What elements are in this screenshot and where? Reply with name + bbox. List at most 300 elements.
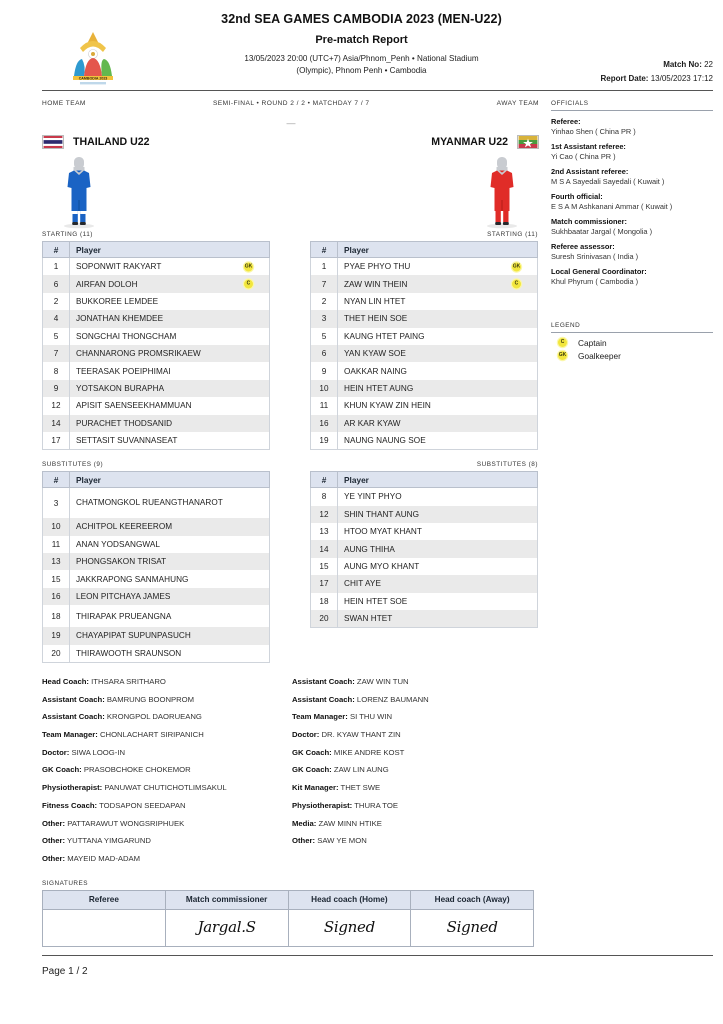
player-number: 18: [43, 605, 70, 627]
thailand-flag-icon: [42, 135, 64, 149]
staff-name: ZAW WIN TUN: [354, 677, 409, 687]
player-name-cell: [338, 610, 538, 628]
col-number: #: [43, 242, 70, 258]
player-number: 20: [311, 610, 338, 628]
home-starting-table: [42, 241, 270, 450]
legend-row: [551, 338, 713, 348]
staff-name: KRONGPOL DAORUEANG: [104, 712, 202, 722]
player-name-cell: [338, 488, 538, 506]
col-player: Player: [70, 472, 270, 488]
table-row: [43, 397, 270, 414]
goalkeeper-badge: GK: [244, 263, 253, 270]
player-number: 8: [43, 362, 70, 379]
signature-cell[interactable]: [43, 909, 166, 946]
player-name: JAKKRAPONG SANMAHUNG: [76, 574, 189, 584]
staff-row: [42, 765, 288, 775]
staff-name: SIWA LOOG-IN: [69, 747, 126, 757]
home-subs-table: [42, 471, 270, 663]
home-starting-block: [42, 231, 270, 450]
staff-row: [292, 677, 538, 687]
official-role: Local General Coordinator:: [551, 267, 647, 277]
table-row: [311, 397, 538, 414]
player-name: SWAN HTET: [344, 614, 393, 624]
captain-badge: C: [512, 280, 521, 289]
staff-name: PANUWAT CHUTICHOTLIMSAKUL: [102, 783, 227, 793]
table-row: [43, 310, 270, 327]
away-subs-label: SUBSTITUTES (8): [476, 461, 538, 469]
staff-row: [292, 819, 538, 829]
player-name: BUKKOREE LEMDEE: [76, 296, 159, 306]
player-name-cell: [338, 328, 538, 345]
report-body: [0, 91, 723, 663]
staff-row: [292, 748, 538, 758]
team-staff: [0, 663, 723, 872]
starting-lineups: [42, 231, 539, 450]
player-number: 2: [311, 293, 338, 310]
official-role: Match commissioner:: [551, 217, 627, 227]
staff-role: Fitness Coach:: [42, 800, 98, 810]
away-subs-table: [310, 471, 538, 628]
officials-divider: [551, 110, 713, 111]
player-number: 14: [43, 415, 70, 432]
table-row: [43, 275, 270, 292]
official-name: Khul Phyrum ( Cambodia ): [551, 276, 639, 286]
official-role: 2nd Assistant referee:: [551, 167, 629, 177]
table-row: [311, 415, 538, 432]
player-name-cell: [338, 506, 538, 523]
official-name: M S A Sayedali Sayedali ( Kuwait ): [551, 176, 665, 186]
staff-role: Physiotherapist:: [292, 800, 353, 810]
staff-role: Head Coach:: [42, 677, 89, 687]
home-subs-block: [42, 461, 270, 663]
goalkeeper-badge: GK: [512, 263, 521, 270]
table-row: [311, 380, 538, 397]
player-name: AR KAR KYAW: [344, 418, 401, 428]
player-number: 6: [43, 275, 70, 292]
staff-row: [42, 854, 288, 864]
player-name: CHAYAPIPAT SUPUNPASUCH: [76, 631, 191, 641]
table-row: [311, 506, 538, 523]
player-name-cell: [338, 397, 538, 414]
home-starting-rows: [43, 258, 270, 450]
away-starting-rows: [311, 258, 538, 450]
staff-role: Assistant Coach:: [42, 694, 105, 704]
kit-illustrations: [42, 153, 539, 231]
player-name-cell: [338, 310, 538, 327]
player-name: AIRFAN DOLOH: [76, 279, 138, 289]
player-name-cell: [70, 627, 270, 644]
player-number: 15: [311, 558, 338, 575]
match-number-label: Match No:: [663, 60, 702, 69]
official-item: [551, 167, 713, 187]
table-row: [311, 258, 538, 276]
player-number: 3: [43, 488, 70, 519]
staff-row: [42, 695, 288, 705]
home-staff-list: [42, 677, 288, 872]
player-name: HEIN HTET AUNG: [344, 383, 414, 393]
myanmar-flag-icon: [517, 135, 539, 149]
home-team: [42, 135, 150, 149]
player-name-cell: [338, 275, 538, 292]
player-number: 7: [43, 345, 70, 362]
player-name: YAN KYAW SOE: [344, 349, 406, 359]
table-row: [43, 380, 270, 397]
staff-role: Team Manager:: [42, 730, 98, 740]
player-number: 8: [311, 488, 338, 506]
player-name-cell: [70, 588, 270, 605]
staff-row: [292, 712, 538, 722]
team-strip: [42, 91, 539, 128]
player-name-cell: [70, 328, 270, 345]
captain-badge: C: [558, 338, 567, 347]
official-item: [551, 217, 713, 237]
report-header: [0, 0, 723, 86]
legend-label: Captain: [578, 337, 607, 348]
player-name-cell: [70, 275, 270, 292]
table-row: [43, 518, 270, 535]
player-name-cell: [338, 540, 538, 557]
table-row: [43, 627, 270, 644]
player-name: NAUNG NAUNG SOE: [344, 436, 426, 446]
staff-role: Physiotherapist:: [42, 783, 103, 793]
staff-row: [292, 730, 538, 740]
official-role: Referee assessor:: [551, 242, 615, 252]
officials-list: [551, 117, 713, 287]
player-number: 1: [43, 258, 70, 276]
player-name: PYAE PHYO THU: [344, 262, 411, 272]
signatures-section: [0, 872, 723, 947]
player-name-cell: [70, 605, 270, 627]
player-name-cell: [70, 258, 270, 276]
staff-row: [42, 836, 288, 846]
official-role: Referee:: [551, 117, 581, 126]
staff-name: ZAW LIN AUNG: [331, 765, 389, 775]
player-name: NYAN LIN HTET: [344, 296, 406, 306]
col-player: Player: [338, 242, 538, 258]
staff-role: Media:: [292, 818, 317, 828]
staff-role: Other:: [42, 836, 66, 846]
match-number-value: 22: [704, 60, 713, 69]
legend-list: [551, 338, 713, 361]
player-name-cell: [338, 345, 538, 362]
staff-role: Assistant Coach:: [292, 694, 355, 704]
player-name-cell: [70, 380, 270, 397]
teams-column: [42, 91, 539, 663]
player-number: 16: [311, 415, 338, 432]
player-name: SOPONWIT RAKYART: [76, 262, 162, 272]
report-date-value: 13/05/2023 17:12: [650, 73, 713, 83]
table-row: [43, 432, 270, 450]
table-row: [311, 328, 538, 345]
staff-row: [42, 712, 288, 722]
signature-mark: Jargal.S: [197, 918, 256, 937]
player-name-cell: [70, 415, 270, 432]
col-number: #: [311, 242, 338, 258]
player-name: CHANNARONG PROMSRIKAEW: [76, 349, 201, 359]
staff-role: Doctor:: [42, 747, 70, 757]
signature-cell[interactable]: [411, 909, 534, 946]
player-name: ZAW WIN THEIN: [344, 279, 408, 289]
col-player: Player: [70, 242, 270, 258]
player-name-cell: [338, 293, 538, 310]
player-name-cell: [70, 645, 270, 663]
match-number: [600, 58, 713, 72]
player-number: 19: [311, 432, 338, 450]
player-name-cell: [70, 362, 270, 379]
table-row: [43, 645, 270, 663]
home-starting-label: STARTING (11): [42, 231, 93, 238]
match-info-line2: (Olympic), Phnom Penh • Cambodia: [296, 65, 427, 75]
away-subs-block: [310, 461, 538, 663]
player-name: SHIN THANT AUNG: [344, 509, 420, 519]
player-name: ANAN YODSANGWAL: [76, 539, 161, 549]
officials-title: OFFICIALS: [551, 100, 589, 107]
player-number: 2: [43, 293, 70, 310]
table-row: [311, 432, 538, 450]
official-name: Sukhbaatar Jargal ( Mongolia ): [551, 226, 653, 236]
player-name: THET HEIN SOE: [344, 314, 408, 324]
stage-info: [86, 100, 497, 128]
report-subtitle: Pre-match Report: [315, 34, 408, 46]
player-name: THIRAPAK PRUEANGNA: [76, 611, 172, 621]
player-number: 15: [43, 570, 70, 587]
official-item: [551, 192, 713, 212]
staff-role: Other:: [42, 818, 66, 828]
staff-row: [292, 765, 538, 775]
player-name: SETTASIT SUVANNASEAT: [76, 436, 178, 446]
staff-name: MAYEID MAD-ADAM: [65, 853, 141, 863]
staff-role: Doctor:: [292, 730, 320, 740]
player-name: HEIN HTET SOE: [344, 596, 408, 606]
table-row: [311, 345, 538, 362]
player-name: APISIT SAENSEEKHAMMUAN: [76, 401, 192, 411]
col-number: #: [43, 472, 70, 488]
table-row: [311, 593, 538, 610]
player-name-cell: [338, 380, 538, 397]
page-number: Page 1 / 2: [42, 965, 88, 977]
away-kit-icon: [479, 153, 525, 229]
away-starting-table: [310, 241, 538, 450]
staff-role: Other:: [42, 853, 66, 863]
player-name: AUNG THIHA: [344, 544, 395, 554]
player-name-cell: [338, 258, 538, 276]
player-number: 12: [311, 506, 338, 523]
player-number: 10: [43, 518, 70, 535]
away-staff-list: [292, 677, 538, 872]
score-placeholder: —: [286, 118, 296, 128]
player-name: YE YINT PHYO: [344, 492, 402, 502]
player-name-cell: [70, 570, 270, 587]
player-name-cell: [70, 293, 270, 310]
player-number: 6: [311, 345, 338, 362]
player-number: 17: [311, 575, 338, 592]
table-row: [43, 293, 270, 310]
home-subs-rows: [43, 488, 270, 663]
player-name: SONGCHAI THONGCHAM: [76, 331, 177, 341]
official-item: [551, 242, 713, 262]
signature-column-header: Head coach (Home): [288, 890, 411, 909]
table-row: [43, 328, 270, 345]
player-name: PURACHET THODSANID: [76, 418, 173, 428]
legend-row: [551, 351, 713, 361]
table-row: [43, 415, 270, 432]
signature-column-header: Referee: [43, 890, 166, 909]
player-name-cell: [70, 432, 270, 450]
staff-row: [292, 695, 538, 705]
table-row: [43, 362, 270, 379]
table-row: [311, 523, 538, 540]
away-starting-block: [310, 231, 538, 450]
staff-row: [42, 730, 288, 740]
player-number: 5: [311, 328, 338, 345]
table-row: [43, 345, 270, 362]
player-number: 1: [311, 258, 338, 276]
signature-mark: Signed: [446, 918, 498, 937]
player-name: CHATMONGKOL RUEANGTHANAROT: [76, 497, 223, 507]
signatures-value-row: [43, 909, 534, 946]
report-date: [600, 72, 713, 86]
table-row: [311, 575, 538, 592]
signature-cell[interactable]: [288, 909, 411, 946]
player-number: 11: [43, 536, 70, 553]
sea-games-logo-icon: [62, 26, 124, 88]
official-name: Yi Cao ( China PR ): [551, 151, 616, 161]
staff-name: LORENZ BAUMANN: [354, 694, 429, 704]
player-name: OAKKAR NAING: [344, 366, 407, 376]
player-number: 13: [43, 553, 70, 570]
player-name-cell: [338, 575, 538, 592]
player-name-cell: [338, 558, 538, 575]
player-number: 10: [311, 380, 338, 397]
staff-name: PRASOBCHOKE CHOKEMOR: [81, 765, 191, 775]
table-row: [311, 540, 538, 557]
player-number: 18: [311, 593, 338, 610]
team-names-row: [42, 135, 539, 149]
staff-row: [42, 748, 288, 758]
staff-role: Kit Manager:: [292, 783, 339, 793]
staff-row: [292, 783, 538, 793]
player-name-cell: [70, 488, 270, 519]
player-name-cell: [338, 432, 538, 450]
official-name: Yinhao Shen ( China PR ): [551, 126, 636, 136]
staff-row: [42, 783, 288, 793]
player-number: 16: [43, 588, 70, 605]
player-name: PHONGSAKON TRISAT: [76, 557, 167, 567]
signatures-label: SIGNATURES: [42, 879, 89, 887]
player-name: LEON PITCHAYA JAMES: [76, 592, 171, 602]
player-name-cell: [338, 415, 538, 432]
staff-row: [42, 819, 288, 829]
away-team: [431, 135, 539, 149]
official-name: E S A M Ashkanani Ammar ( Kuwait ): [551, 201, 673, 211]
table-row: [311, 362, 538, 379]
table-row: [43, 258, 270, 276]
official-role: 1st Assistant referee:: [551, 142, 626, 152]
staff-role: Team Manager:: [292, 712, 348, 722]
player-name-cell: [338, 593, 538, 610]
stage-text: SEMI-FINAL • ROUND 2 / 2 • MATCHDAY 7 / 7: [212, 100, 370, 107]
staff-row: [42, 677, 288, 687]
home-team-name: THAILAND U22: [73, 136, 150, 148]
staff-row: [292, 801, 538, 811]
official-name: Suresh Srinivasan ( India ): [551, 251, 639, 261]
player-number: 19: [43, 627, 70, 644]
player-name: KHUN KYAW ZIN HEIN: [344, 401, 431, 411]
match-info: [120, 53, 603, 76]
player-name-cell: [70, 536, 270, 553]
table-row: [311, 275, 538, 292]
header-meta: [600, 58, 713, 85]
player-name-cell: [70, 518, 270, 535]
staff-row: [42, 801, 288, 811]
player-name: CHIT AYE: [344, 579, 381, 589]
staff-name: SAW YE MON: [315, 836, 367, 846]
legend-title: LEGEND: [551, 321, 581, 329]
away-team-label: AWAY TEAM: [496, 100, 539, 107]
player-name: ACHITPOL KEEREEROM: [76, 522, 173, 532]
logo-caption: CAMBODIA 2023: [78, 76, 108, 81]
away-subs-rows: [311, 488, 538, 628]
table-row: [43, 488, 270, 519]
staff-row: [292, 836, 538, 846]
home-team-label: HOME TEAM: [42, 100, 86, 107]
player-number: 13: [311, 523, 338, 540]
signature-column-header: Head coach (Away): [411, 890, 534, 909]
player-number: 3: [311, 310, 338, 327]
legend-label: Goalkeeper: [578, 350, 621, 361]
player-name-cell: [70, 397, 270, 414]
player-name-cell: [70, 310, 270, 327]
table-row: [311, 558, 538, 575]
table-row: [311, 310, 538, 327]
player-name: TEERASAK POEIPHIMAI: [76, 366, 171, 376]
staff-name: ZAW MINN HTIKE: [316, 818, 382, 828]
staff-name: TODSAPON SEEDAPAN: [97, 800, 186, 810]
signature-column-header: Match commissioner: [165, 890, 288, 909]
player-number: 17: [43, 432, 70, 450]
col-player: Player: [338, 472, 538, 488]
staff-role: Other:: [292, 836, 316, 846]
player-number: 9: [311, 362, 338, 379]
staff-name: YUTTANA YIMGARUND: [65, 836, 151, 846]
staff-name: DR. KYAW THANT ZIN: [319, 730, 401, 740]
official-role: Fourth official:: [551, 192, 603, 202]
table-row: [43, 536, 270, 553]
official-item: [551, 142, 713, 162]
staff-name: THURA TOE: [352, 800, 398, 810]
signature-mark: Signed: [323, 918, 375, 937]
col-number: #: [311, 472, 338, 488]
officials-column: [539, 91, 713, 663]
signature-cell[interactable]: [165, 909, 288, 946]
page-title: 32nd SEA GAMES CAMBODIA 2023 (MEN-U22): [221, 12, 502, 26]
staff-name: BAMRUNG BOONPROM: [104, 694, 195, 704]
table-row: [43, 570, 270, 587]
home-subs-label: SUBSTITUTES (9): [42, 461, 104, 469]
home-kit-icon: [56, 153, 102, 229]
legend: [551, 313, 713, 361]
official-item: [551, 117, 713, 137]
match-info-line1: 13/05/2023 20:00 (UTC+7) Asia/Phnom_Penh • National Stadium: [244, 54, 479, 63]
report-date-label: Report Date:: [600, 73, 649, 83]
player-name: KAUNG HTET PAING: [344, 331, 425, 341]
table-row: [311, 488, 538, 506]
player-name: AUNG MYO KHANT: [344, 562, 420, 572]
player-name-cell: [338, 362, 538, 379]
table-row: [311, 293, 538, 310]
player-name: YOTSAKON BURAPHA: [76, 383, 165, 393]
staff-name: MIKE ANDRE KOST: [331, 747, 405, 757]
